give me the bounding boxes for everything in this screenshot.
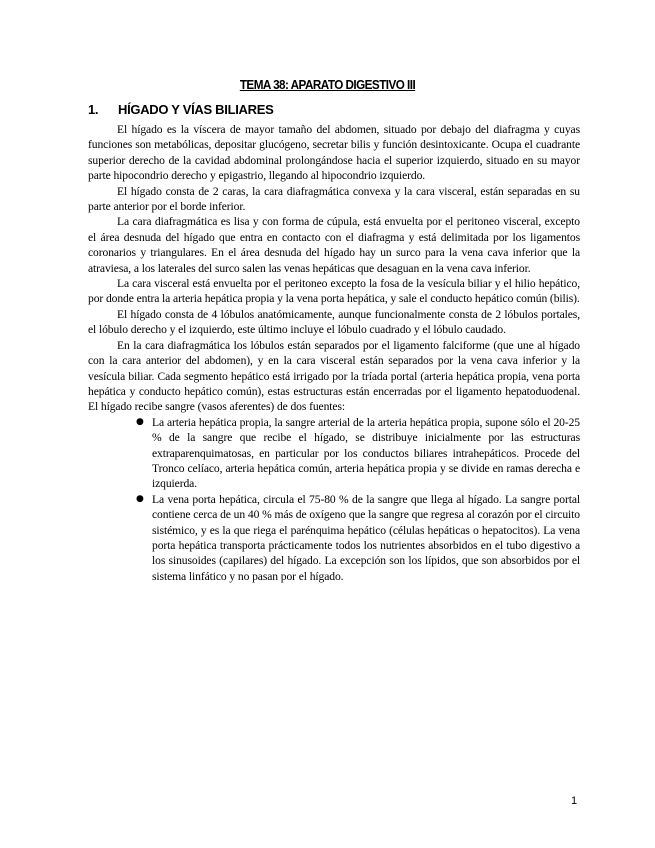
paragraph: El hígado consta de 4 lóbulos anatómicamente, aunque funcionalmente consta de 2 lóbulos portales, el lóbulo derecho y el izquierdo, este último incluye el lóbulo cuadrado y el lóbulo caudado. [88,307,580,337]
bullet-list [88,415,580,584]
bullet-item: ● La vena porta hepática, circula el 75-80 % de la sangre que llega al hígado. La sangre portal contiene cerca de un 40 % más de oxígeno que la sangre que regresa al corazón por el circuito sistémico, y es la que riega el parénquima hepático (células hepáticas o hepatocitos). La vena porta hepática transporta prácticamente todos los nutrientes absorbidos en el tubo digestivo a los sinusoides (capilares) del hígado. La excepción son los lípidos, que son absorbidos por el sistema linfático y no pasan por el hígado. [152,492,580,584]
bullet-item: ● La arteria hepática propia, la sangre arterial de la arteria hepática propia, supone sólo el 20-25 % de la sangre que recibe el hígado, se distribuye inicialmente por las estructuras extraparenquimatosas, en particular por los conductos biliares intrahepáticos. Procede del Tronco celíaco, arteria hepática común, arteria hepática propia y se divide en ramas derecha e izquierda. [152,415,580,492]
section-heading [88,102,273,117]
paragraph: La cara diafragmática es lisa y con forma de cúpula, está envuelta por el peritoneo visceral, excepto el área desnuda del hígado que entra en contacto con el diafragma y está delimitada por los ligamentos coronarios y triangulares. En el área desnuda del hígado hay un surco para la vena cava inferior que la atraviesa, a los laterales del surco salen las venas hepáticas que desaguan en la vena cava inferior. [88,215,580,275]
section-title: HÍGADO Y VÍAS BILIARES [118,102,274,117]
paragraph: El hígado es la víscera de mayor tamaño del abdomen, situado por debajo del diafragma y cuyas funciones son metabólicas, depositar glucógeno, secretar bilis y función desintoxicante. Ocupa el cuadrante superior derecho de la cavidad abdominal prolongándose hacia el superior izquierdo, situado en su mayor parte hipocondrio derecho y epigastrio, llegando al hipocondrio izquierdo. [88,123,580,183]
paragraph: El hígado consta de 2 caras, la cara diafragmática convexa y la cara visceral, están separadas en su parte anterior por el borde inferior. [88,184,580,214]
section-number: 1. [88,102,99,117]
document-body [88,122,580,584]
paragraph: En la cara diafragmática los lóbulos están separados por el ligamento falciforme (que une al hígado con la cara anterior del abdomen), y en la cara visceral están separados por la vena cava inferior y la vesícula biliar. Cada segmento hepático está irrigado por la tríada portal (arteria hepática propia, vena porta hepática y conducto hepático común), estas estructuras están encerradas por el ligamento hepatoduodenal. El hígado recibe sangre (vasos aferentes) de dos fuentes: [88,338,580,414]
page-number: 1 [571,795,578,807]
paragraph: La cara visceral está envuelta por el peritoneo excepto la fosa de la vesícula biliar y el hilio hepático, por donde entra la arteria hepática propia y la vena porta hepática, y sale el conducto hepático común (bilis). [88,277,580,306]
document-title: TEMA 38: APARATO DIGESTIVO III [239,77,416,92]
